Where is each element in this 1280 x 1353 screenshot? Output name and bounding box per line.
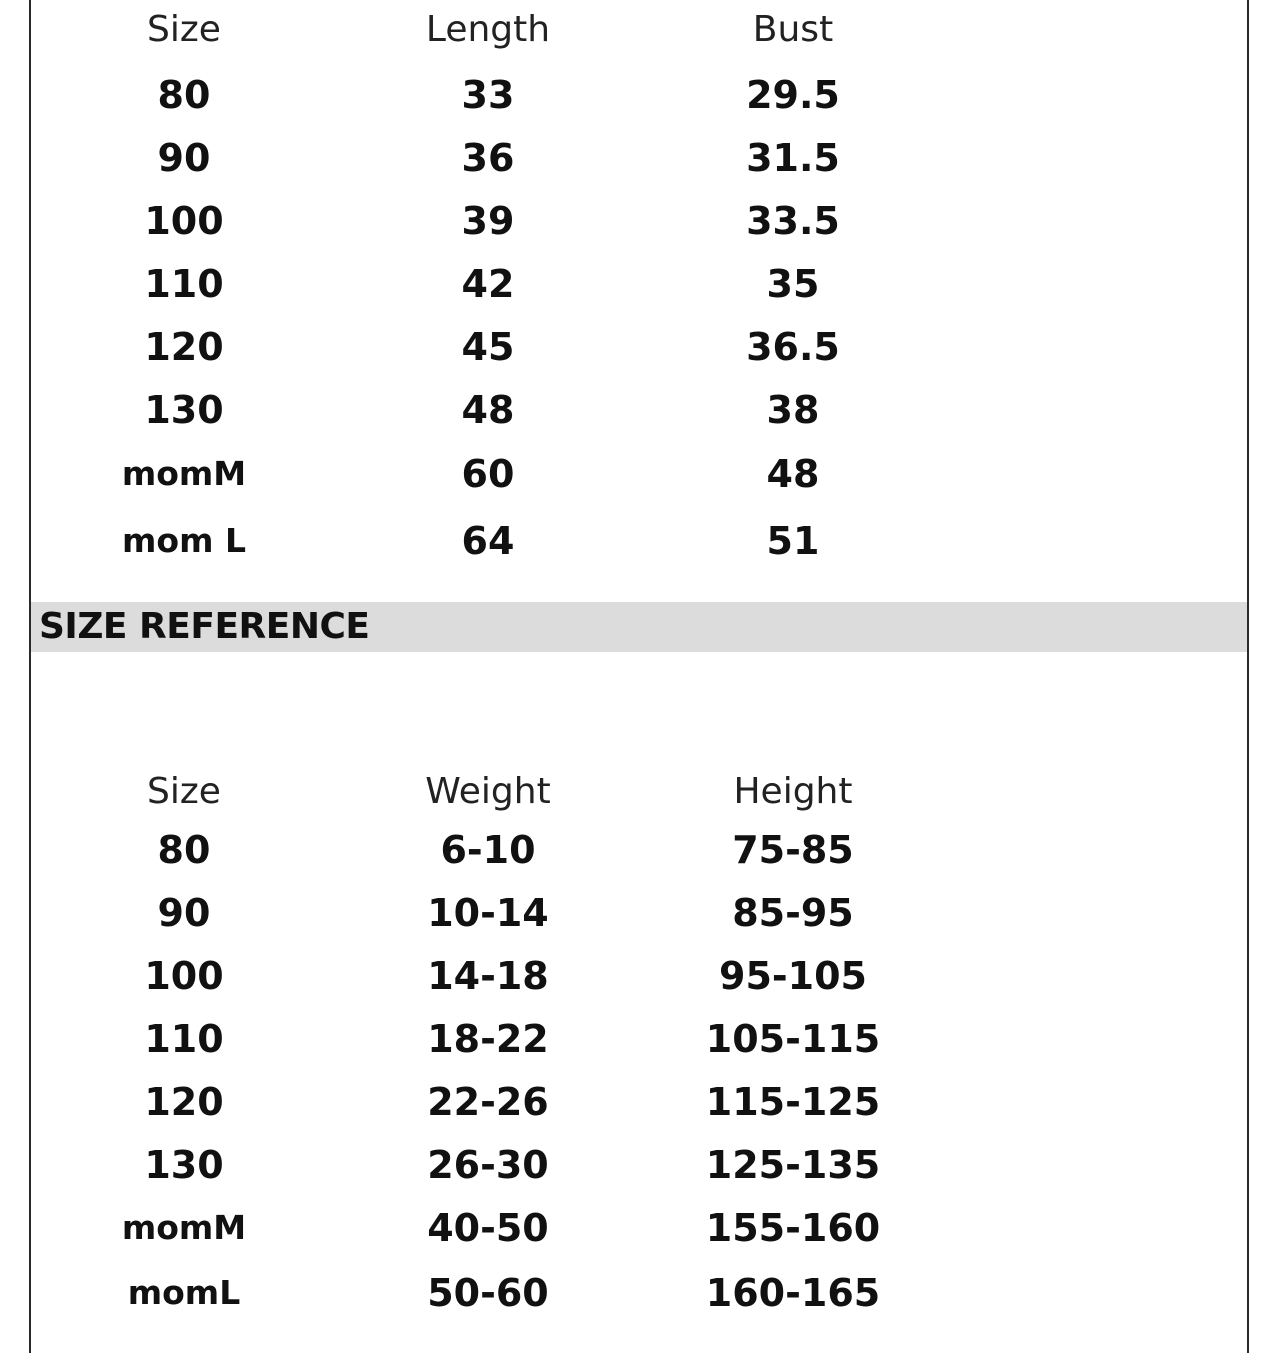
length-cell: 33	[461, 73, 515, 117]
table-row	[0, 830, 1280, 870]
header-weight: Weight	[425, 771, 551, 812]
reference-table-header	[0, 772, 1280, 812]
size-cell: 80	[157, 828, 211, 872]
bust-cell: 29.5	[746, 73, 840, 117]
size-cell: momM	[121, 1208, 247, 1247]
size-cell: 90	[157, 136, 211, 180]
size-cell: 120	[144, 325, 224, 369]
weight-cell: 50-60	[427, 1271, 549, 1315]
header-size: Size	[147, 9, 221, 50]
weight-cell: 26-30	[427, 1143, 549, 1187]
table-row	[0, 1208, 1280, 1248]
size-cell: 100	[144, 199, 224, 243]
bust-cell: 31.5	[746, 136, 840, 180]
length-cell: 39	[461, 199, 515, 243]
table-row	[0, 201, 1280, 241]
weight-cell: 22-26	[427, 1080, 549, 1124]
length-cell: 60	[461, 452, 515, 496]
size-cell: 130	[144, 388, 224, 432]
table-row	[0, 1082, 1280, 1122]
weight-cell: 14-18	[427, 954, 549, 998]
size-cell: 90	[157, 891, 211, 935]
size-cell: 110	[144, 1017, 224, 1061]
bust-cell: 33.5	[746, 199, 840, 243]
table-row	[0, 390, 1280, 430]
height-cell: 85-95	[732, 891, 854, 935]
height-cell: 125-135	[705, 1143, 881, 1187]
weight-cell: 18-22	[427, 1017, 549, 1061]
size-cell: 130	[144, 1143, 224, 1187]
size-cell: mom L	[122, 521, 246, 560]
header-bust: Bust	[752, 9, 834, 50]
height-cell: 105-115	[705, 1017, 881, 1061]
size-cell: momM	[121, 454, 247, 493]
height-cell: 75-85	[732, 828, 854, 872]
height-cell: 155-160	[705, 1206, 881, 1250]
weight-cell: 6-10	[440, 828, 536, 872]
header-size: Size	[147, 771, 221, 812]
table-row	[0, 1145, 1280, 1185]
bust-cell: 35	[766, 262, 820, 306]
length-cell: 64	[461, 519, 515, 563]
table-row	[0, 1019, 1280, 1059]
table-row	[0, 956, 1280, 996]
bust-cell: 51	[766, 519, 820, 563]
weight-cell: 10-14	[427, 891, 549, 935]
height-cell: 95-105	[719, 954, 867, 998]
length-cell: 42	[461, 262, 515, 306]
header-height: Height	[733, 771, 853, 812]
height-cell: 115-125	[705, 1080, 881, 1124]
size-cell: 110	[144, 262, 224, 306]
size-cell: 120	[144, 1080, 224, 1124]
table-row	[0, 264, 1280, 304]
length-cell: 36	[461, 136, 515, 180]
section-header-bar	[31, 602, 1247, 652]
length-cell: 48	[461, 388, 515, 432]
size-cell: 80	[157, 73, 211, 117]
table-row	[0, 893, 1280, 933]
bust-cell: 38	[766, 388, 820, 432]
table-row	[0, 454, 1280, 494]
size-cell: 100	[144, 954, 224, 998]
measure-table-header	[0, 10, 1280, 50]
weight-cell: 40-50	[427, 1206, 549, 1250]
bust-cell: 48	[766, 452, 820, 496]
table-row	[0, 75, 1280, 115]
size-cell: momL	[127, 1273, 241, 1312]
table-row	[0, 521, 1280, 561]
length-cell: 45	[461, 325, 515, 369]
header-length: Length	[425, 9, 551, 50]
table-row	[0, 1273, 1280, 1313]
table-row	[0, 138, 1280, 178]
table-row	[0, 327, 1280, 367]
height-cell: 160-165	[705, 1271, 881, 1315]
section-title: SIZE REFERENCE	[39, 606, 370, 647]
bust-cell: 36.5	[746, 325, 840, 369]
